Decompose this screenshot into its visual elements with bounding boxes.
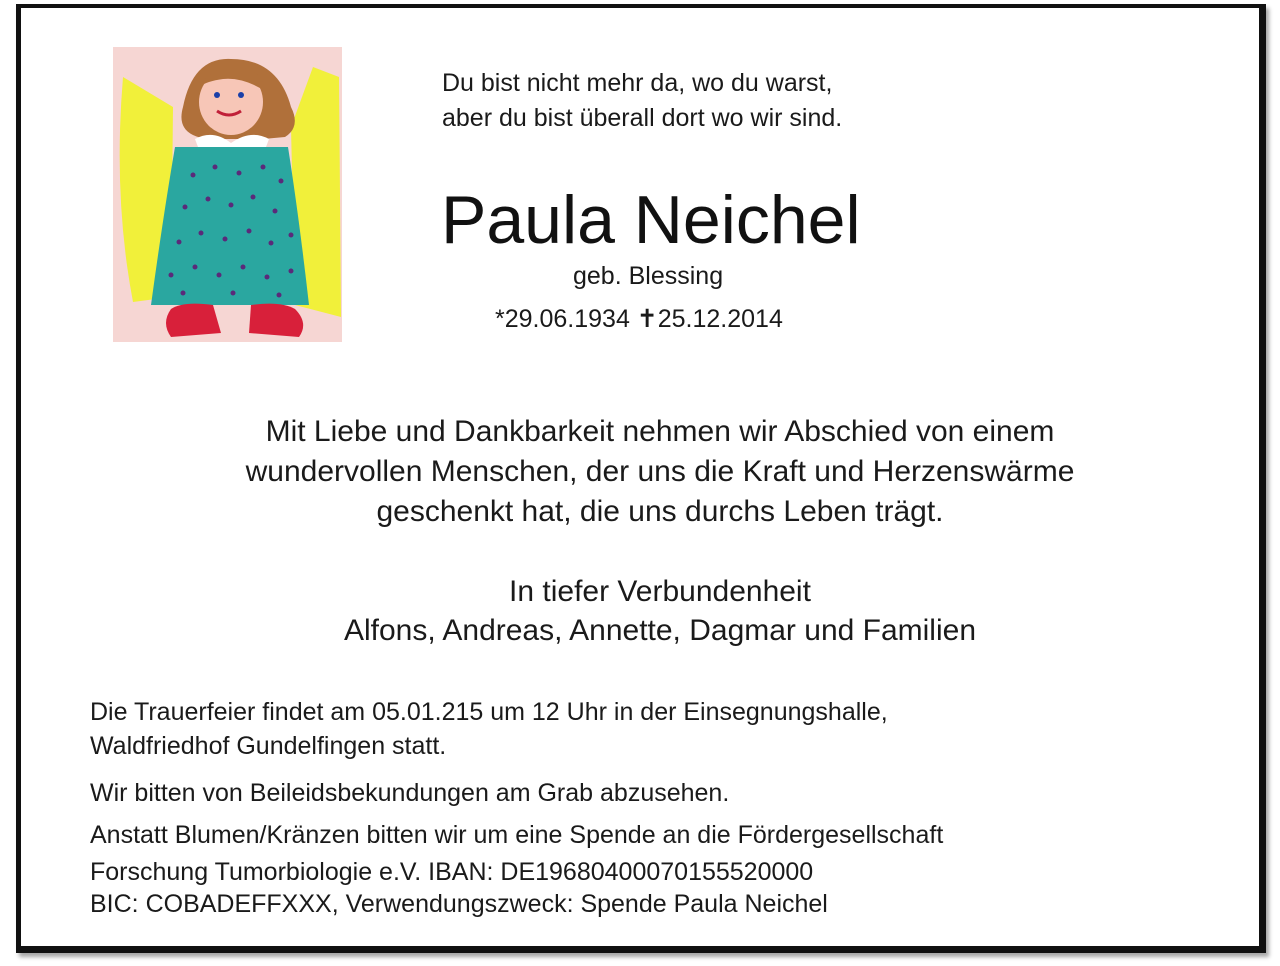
tribute-line: Mit Liebe und Dankbarkeit nehmen wir Abschied von einem — [265, 415, 1055, 448]
signoff-names: Alfons, Andreas, Annette, Dagmar und Familien — [343, 614, 977, 647]
signoff-phrase: In tiefer Verbundenheit — [509, 575, 811, 608]
deceased-name: Paula Neichel — [441, 182, 861, 258]
donation-bic: BIC: COBADEFFXXX, Verwendungszweck: Spende Paula Neichel — [90, 890, 828, 918]
donation-line: Anstatt Blumen/Kränzen bitten wir um eine Spende an die Fördergesellschaft — [90, 821, 944, 849]
condolence-request: Wir bitten von Beileidsbekundungen am Grab abzusehen. — [90, 779, 730, 807]
poem-line: Du bist nicht mehr da, wo du warst, — [442, 69, 833, 97]
memorial-poem — [442, 66, 842, 136]
tribute-line: geschenkt hat, die uns durchs Leben trägt. — [376, 495, 944, 528]
tribute-line: wundervollen Menschen, der uns die Kraft und Herzenswärme — [245, 455, 1075, 488]
maiden-name: geb. Blessing — [573, 262, 724, 290]
life-dates: *29.06.1934 ✝25.12.2014 — [495, 305, 783, 333]
donation-iban: Forschung Tumorbiologie e.V. IBAN: DE19680400070155520000 — [90, 858, 814, 886]
donation-info — [90, 818, 943, 919]
funeral-info-line: Waldfriedhof Gundelfingen statt. — [90, 732, 447, 760]
funeral-info-line: Die Trauerfeier findet am 05.01.215 um 12 Uhr in der Einsegnungshalle, — [90, 698, 888, 726]
angel-drawing-image — [113, 47, 342, 342]
family-signoff — [160, 572, 1160, 650]
tribute-text — [160, 412, 1160, 532]
funeral-info — [90, 695, 888, 763]
poem-line: aber du bist überall dort wo wir sind. — [442, 104, 843, 132]
